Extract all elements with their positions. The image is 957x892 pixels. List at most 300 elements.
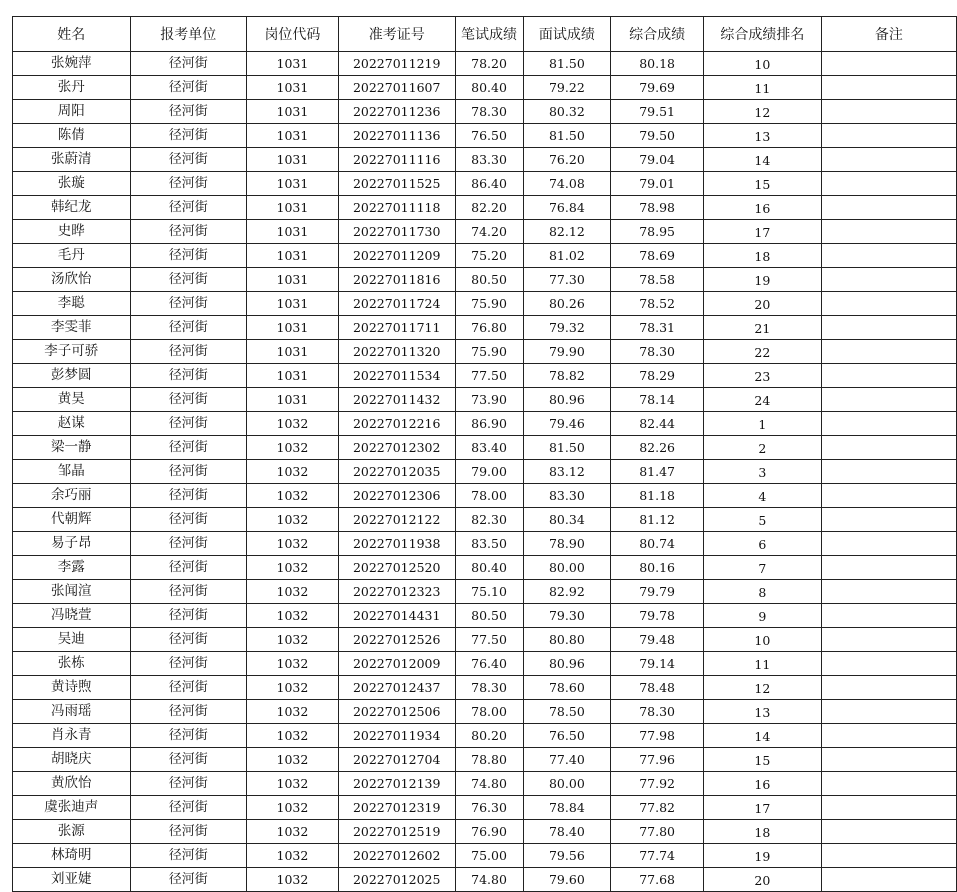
remarks-cell	[821, 268, 956, 292]
post-code-cell: 1032	[247, 484, 339, 508]
rank-cell: 16	[703, 772, 821, 796]
rank-cell: 5	[703, 508, 821, 532]
name-cell: 虞张迪声	[13, 796, 131, 820]
interview-score-cell: 79.60	[523, 868, 611, 892]
name-cell: 代朝辉	[13, 508, 131, 532]
written-score-cell: 74.20	[455, 220, 523, 244]
interview-score-cell: 77.30	[523, 268, 611, 292]
remarks-cell	[821, 412, 956, 436]
ticket-number-cell: 20227011118	[338, 196, 455, 220]
post-code-cell: 1031	[247, 340, 339, 364]
written-score-cell: 83.50	[455, 532, 523, 556]
total-score-cell: 79.48	[611, 628, 704, 652]
total-score-cell: 78.95	[611, 220, 704, 244]
table-row	[13, 52, 957, 76]
name-cell: 张源	[13, 820, 131, 844]
unit-cell: 径河街	[130, 820, 247, 844]
interview-score-cell: 81.50	[523, 436, 611, 460]
remarks-cell	[821, 52, 956, 76]
remarks-cell	[821, 436, 956, 460]
remarks-cell	[821, 604, 956, 628]
ticket-number-cell: 20227012437	[338, 676, 455, 700]
unit-cell: 径河街	[130, 844, 247, 868]
total-score-cell: 81.47	[611, 460, 704, 484]
unit-cell: 径河街	[130, 508, 247, 532]
rank-cell: 14	[703, 148, 821, 172]
post-code-cell: 1032	[247, 604, 339, 628]
table-row	[13, 700, 957, 724]
written-score-cell: 75.90	[455, 340, 523, 364]
rank-cell: 19	[703, 268, 821, 292]
name-cell: 张蔚清	[13, 148, 131, 172]
header-total-score: 综合成绩	[611, 17, 704, 52]
name-cell: 张丹	[13, 76, 131, 100]
name-cell: 张闻渲	[13, 580, 131, 604]
table-row	[13, 388, 957, 412]
remarks-cell	[821, 220, 956, 244]
header-row	[13, 17, 957, 52]
interview-score-cell: 78.90	[523, 532, 611, 556]
total-score-cell: 77.98	[611, 724, 704, 748]
rank-cell: 2	[703, 436, 821, 460]
post-code-cell: 1032	[247, 868, 339, 892]
written-score-cell: 83.30	[455, 148, 523, 172]
table-row	[13, 268, 957, 292]
remarks-cell	[821, 820, 956, 844]
name-cell: 黄昊	[13, 388, 131, 412]
table-row	[13, 844, 957, 868]
name-cell: 汤欣怡	[13, 268, 131, 292]
unit-cell: 径河街	[130, 196, 247, 220]
header-post-code: 岗位代码	[247, 17, 339, 52]
unit-cell: 径河街	[130, 340, 247, 364]
table-row	[13, 652, 957, 676]
name-cell: 张婉萍	[13, 52, 131, 76]
total-score-cell: 79.79	[611, 580, 704, 604]
ticket-number-cell: 20227014431	[338, 604, 455, 628]
unit-cell: 径河街	[130, 484, 247, 508]
table-row	[13, 460, 957, 484]
written-score-cell: 80.40	[455, 556, 523, 580]
name-cell: 李聪	[13, 292, 131, 316]
rank-cell: 3	[703, 460, 821, 484]
rank-cell: 10	[703, 628, 821, 652]
remarks-cell	[821, 532, 956, 556]
name-cell: 张璇	[13, 172, 131, 196]
rank-cell: 15	[703, 172, 821, 196]
table-row	[13, 724, 957, 748]
table-row	[13, 604, 957, 628]
unit-cell: 径河街	[130, 172, 247, 196]
written-score-cell: 76.90	[455, 820, 523, 844]
interview-score-cell: 80.00	[523, 556, 611, 580]
ticket-number-cell: 20227012520	[338, 556, 455, 580]
written-score-cell: 78.30	[455, 100, 523, 124]
written-score-cell: 73.90	[455, 388, 523, 412]
rank-cell: 17	[703, 796, 821, 820]
written-score-cell: 86.90	[455, 412, 523, 436]
table-row	[13, 772, 957, 796]
interview-score-cell: 82.92	[523, 580, 611, 604]
total-score-cell: 79.14	[611, 652, 704, 676]
total-score-cell: 78.29	[611, 364, 704, 388]
unit-cell: 径河街	[130, 748, 247, 772]
remarks-cell	[821, 676, 956, 700]
written-score-cell: 80.50	[455, 604, 523, 628]
unit-cell: 径河街	[130, 412, 247, 436]
ticket-number-cell: 20227012704	[338, 748, 455, 772]
written-score-cell: 77.50	[455, 628, 523, 652]
remarks-cell	[821, 580, 956, 604]
rank-cell: 10	[703, 52, 821, 76]
total-score-cell: 78.30	[611, 340, 704, 364]
rank-cell: 18	[703, 820, 821, 844]
ticket-number-cell: 20227011711	[338, 316, 455, 340]
header-ticket-number: 准考证号	[338, 17, 455, 52]
table-row	[13, 796, 957, 820]
ticket-number-cell: 20227011209	[338, 244, 455, 268]
written-score-cell: 78.30	[455, 676, 523, 700]
remarks-cell	[821, 148, 956, 172]
unit-cell: 径河街	[130, 244, 247, 268]
ticket-number-cell: 20227012139	[338, 772, 455, 796]
unit-cell: 径河街	[130, 52, 247, 76]
name-cell: 李子可骄	[13, 340, 131, 364]
interview-score-cell: 79.32	[523, 316, 611, 340]
remarks-cell	[821, 484, 956, 508]
total-score-cell: 79.78	[611, 604, 704, 628]
written-score-cell: 76.40	[455, 652, 523, 676]
interview-score-cell: 79.30	[523, 604, 611, 628]
written-score-cell: 86.40	[455, 172, 523, 196]
rank-cell: 1	[703, 412, 821, 436]
unit-cell: 径河街	[130, 796, 247, 820]
name-cell: 黄诗煦	[13, 676, 131, 700]
post-code-cell: 1031	[247, 364, 339, 388]
table-row	[13, 316, 957, 340]
rank-cell: 6	[703, 532, 821, 556]
written-score-cell: 75.90	[455, 292, 523, 316]
written-score-cell: 80.50	[455, 268, 523, 292]
ticket-number-cell: 20227011136	[338, 124, 455, 148]
remarks-cell	[821, 796, 956, 820]
ticket-number-cell: 20227011534	[338, 364, 455, 388]
name-cell: 毛丹	[13, 244, 131, 268]
total-score-cell: 77.92	[611, 772, 704, 796]
table-row	[13, 748, 957, 772]
unit-cell: 径河街	[130, 220, 247, 244]
written-score-cell: 76.50	[455, 124, 523, 148]
table-row	[13, 436, 957, 460]
interview-score-cell: 80.80	[523, 628, 611, 652]
written-score-cell: 75.00	[455, 844, 523, 868]
total-score-cell: 77.82	[611, 796, 704, 820]
total-score-cell: 78.31	[611, 316, 704, 340]
rank-cell: 12	[703, 100, 821, 124]
remarks-cell	[821, 652, 956, 676]
post-code-cell: 1032	[247, 676, 339, 700]
ticket-number-cell: 20227012319	[338, 796, 455, 820]
post-code-cell: 1031	[247, 244, 339, 268]
name-cell: 史晔	[13, 220, 131, 244]
unit-cell: 径河街	[130, 124, 247, 148]
remarks-cell	[821, 460, 956, 484]
total-score-cell: 79.50	[611, 124, 704, 148]
total-score-cell: 80.74	[611, 532, 704, 556]
unit-cell: 径河街	[130, 604, 247, 628]
ticket-number-cell: 20227012519	[338, 820, 455, 844]
ticket-number-cell: 20227011607	[338, 76, 455, 100]
rank-cell: 17	[703, 220, 821, 244]
unit-cell: 径河街	[130, 460, 247, 484]
remarks-cell	[821, 844, 956, 868]
table-row	[13, 508, 957, 532]
post-code-cell: 1031	[247, 148, 339, 172]
total-score-cell: 78.14	[611, 388, 704, 412]
total-score-cell: 79.01	[611, 172, 704, 196]
post-code-cell: 1031	[247, 172, 339, 196]
ticket-number-cell: 20227012506	[338, 700, 455, 724]
table-row	[13, 172, 957, 196]
post-code-cell: 1032	[247, 628, 339, 652]
table-row	[13, 580, 957, 604]
interview-score-cell: 79.46	[523, 412, 611, 436]
rank-cell: 21	[703, 316, 821, 340]
ticket-number-cell: 20227011816	[338, 268, 455, 292]
table-body	[13, 52, 957, 892]
interview-score-cell: 78.60	[523, 676, 611, 700]
total-score-cell: 82.44	[611, 412, 704, 436]
name-cell: 胡晓庆	[13, 748, 131, 772]
name-cell: 李露	[13, 556, 131, 580]
unit-cell: 径河街	[130, 772, 247, 796]
name-cell: 易子昂	[13, 532, 131, 556]
ticket-number-cell: 20227012602	[338, 844, 455, 868]
remarks-cell	[821, 100, 956, 124]
total-score-cell: 77.80	[611, 820, 704, 844]
total-score-cell: 79.69	[611, 76, 704, 100]
score-table	[12, 16, 957, 892]
table-row	[13, 820, 957, 844]
ticket-number-cell: 20227012323	[338, 580, 455, 604]
interview-score-cell: 78.82	[523, 364, 611, 388]
post-code-cell: 1032	[247, 532, 339, 556]
total-score-cell: 79.51	[611, 100, 704, 124]
interview-score-cell: 80.32	[523, 100, 611, 124]
interview-score-cell: 79.22	[523, 76, 611, 100]
interview-score-cell: 83.12	[523, 460, 611, 484]
interview-score-cell: 80.26	[523, 292, 611, 316]
interview-score-cell: 78.84	[523, 796, 611, 820]
unit-cell: 径河街	[130, 700, 247, 724]
interview-score-cell: 81.02	[523, 244, 611, 268]
rank-cell: 18	[703, 244, 821, 268]
remarks-cell	[821, 76, 956, 100]
written-score-cell: 82.20	[455, 196, 523, 220]
unit-cell: 径河街	[130, 628, 247, 652]
ticket-number-cell: 20227011320	[338, 340, 455, 364]
remarks-cell	[821, 340, 956, 364]
written-score-cell: 79.00	[455, 460, 523, 484]
unit-cell: 径河街	[130, 652, 247, 676]
total-score-cell: 78.48	[611, 676, 704, 700]
written-score-cell: 78.00	[455, 484, 523, 508]
post-code-cell: 1031	[247, 52, 339, 76]
rank-cell: 13	[703, 124, 821, 148]
unit-cell: 径河街	[130, 436, 247, 460]
ticket-number-cell: 20227012526	[338, 628, 455, 652]
post-code-cell: 1032	[247, 700, 339, 724]
table-row	[13, 220, 957, 244]
rank-cell: 12	[703, 676, 821, 700]
ticket-number-cell: 20227011236	[338, 100, 455, 124]
written-score-cell: 83.40	[455, 436, 523, 460]
remarks-cell	[821, 748, 956, 772]
table-row	[13, 628, 957, 652]
name-cell: 吴迪	[13, 628, 131, 652]
written-score-cell: 77.50	[455, 364, 523, 388]
total-score-cell: 78.52	[611, 292, 704, 316]
rank-cell: 22	[703, 340, 821, 364]
interview-score-cell: 76.84	[523, 196, 611, 220]
name-cell: 赵谋	[13, 412, 131, 436]
interview-score-cell: 79.90	[523, 340, 611, 364]
rank-cell: 20	[703, 292, 821, 316]
table-row	[13, 532, 957, 556]
table-row	[13, 148, 957, 172]
name-cell: 林琦明	[13, 844, 131, 868]
written-score-cell: 76.80	[455, 316, 523, 340]
rank-cell: 23	[703, 364, 821, 388]
rank-cell: 4	[703, 484, 821, 508]
ticket-number-cell: 20227011219	[338, 52, 455, 76]
written-score-cell: 78.00	[455, 700, 523, 724]
name-cell: 周阳	[13, 100, 131, 124]
ticket-number-cell: 20227011432	[338, 388, 455, 412]
written-score-cell: 78.80	[455, 748, 523, 772]
rank-cell: 24	[703, 388, 821, 412]
table-row	[13, 676, 957, 700]
interview-score-cell: 74.08	[523, 172, 611, 196]
remarks-cell	[821, 772, 956, 796]
header-interview-score: 面试成绩	[523, 17, 611, 52]
rank-cell: 11	[703, 76, 821, 100]
written-score-cell: 75.20	[455, 244, 523, 268]
name-cell: 张栋	[13, 652, 131, 676]
name-cell: 余巧丽	[13, 484, 131, 508]
ticket-number-cell: 20227011934	[338, 724, 455, 748]
remarks-cell	[821, 724, 956, 748]
interview-score-cell: 80.96	[523, 652, 611, 676]
remarks-cell	[821, 124, 956, 148]
post-code-cell: 1032	[247, 436, 339, 460]
total-score-cell: 77.68	[611, 868, 704, 892]
table-row	[13, 76, 957, 100]
unit-cell: 径河街	[130, 292, 247, 316]
unit-cell: 径河街	[130, 316, 247, 340]
post-code-cell: 1031	[247, 316, 339, 340]
ticket-number-cell: 20227011938	[338, 532, 455, 556]
interview-score-cell: 76.50	[523, 724, 611, 748]
written-score-cell: 74.80	[455, 868, 523, 892]
interview-score-cell: 82.12	[523, 220, 611, 244]
rank-cell: 15	[703, 748, 821, 772]
post-code-cell: 1031	[247, 76, 339, 100]
remarks-cell	[821, 172, 956, 196]
remarks-cell	[821, 196, 956, 220]
remarks-cell	[821, 364, 956, 388]
rank-cell: 20	[703, 868, 821, 892]
name-cell: 韩纪龙	[13, 196, 131, 220]
unit-cell: 径河街	[130, 148, 247, 172]
name-cell: 冯雨瑶	[13, 700, 131, 724]
interview-score-cell: 83.30	[523, 484, 611, 508]
unit-cell: 径河街	[130, 532, 247, 556]
table-row	[13, 364, 957, 388]
name-cell: 邹晶	[13, 460, 131, 484]
post-code-cell: 1032	[247, 460, 339, 484]
name-cell: 黄欣怡	[13, 772, 131, 796]
unit-cell: 径河街	[130, 580, 247, 604]
post-code-cell: 1032	[247, 724, 339, 748]
post-code-cell: 1032	[247, 748, 339, 772]
post-code-cell: 1032	[247, 820, 339, 844]
header-remarks: 备注	[821, 17, 956, 52]
written-score-cell: 75.10	[455, 580, 523, 604]
total-score-cell: 79.04	[611, 148, 704, 172]
unit-cell: 径河街	[130, 364, 247, 388]
table-row	[13, 340, 957, 364]
unit-cell: 径河街	[130, 100, 247, 124]
name-cell: 肖永青	[13, 724, 131, 748]
post-code-cell: 1031	[247, 268, 339, 292]
post-code-cell: 1032	[247, 652, 339, 676]
post-code-cell: 1031	[247, 196, 339, 220]
name-cell: 李雯菲	[13, 316, 131, 340]
header-rank: 综合成绩排名	[703, 17, 821, 52]
table-row	[13, 244, 957, 268]
post-code-cell: 1031	[247, 388, 339, 412]
unit-cell: 径河街	[130, 268, 247, 292]
interview-score-cell: 77.40	[523, 748, 611, 772]
post-code-cell: 1031	[247, 100, 339, 124]
total-score-cell: 80.18	[611, 52, 704, 76]
total-score-cell: 78.58	[611, 268, 704, 292]
remarks-cell	[821, 244, 956, 268]
total-score-cell: 81.18	[611, 484, 704, 508]
total-score-cell: 82.26	[611, 436, 704, 460]
rank-cell: 11	[703, 652, 821, 676]
interview-score-cell: 78.40	[523, 820, 611, 844]
interview-score-cell: 80.96	[523, 388, 611, 412]
unit-cell: 径河街	[130, 676, 247, 700]
rank-cell: 9	[703, 604, 821, 628]
header-unit: 报考单位	[130, 17, 247, 52]
interview-score-cell: 78.50	[523, 700, 611, 724]
table-row	[13, 412, 957, 436]
post-code-cell: 1031	[247, 220, 339, 244]
post-code-cell: 1032	[247, 772, 339, 796]
ticket-number-cell: 20227012302	[338, 436, 455, 460]
name-cell: 刘亚婕	[13, 868, 131, 892]
total-score-cell: 77.74	[611, 844, 704, 868]
rank-cell: 19	[703, 844, 821, 868]
ticket-number-cell: 20227012035	[338, 460, 455, 484]
interview-score-cell: 80.34	[523, 508, 611, 532]
remarks-cell	[821, 508, 956, 532]
interview-score-cell: 76.20	[523, 148, 611, 172]
name-cell: 冯晓萱	[13, 604, 131, 628]
